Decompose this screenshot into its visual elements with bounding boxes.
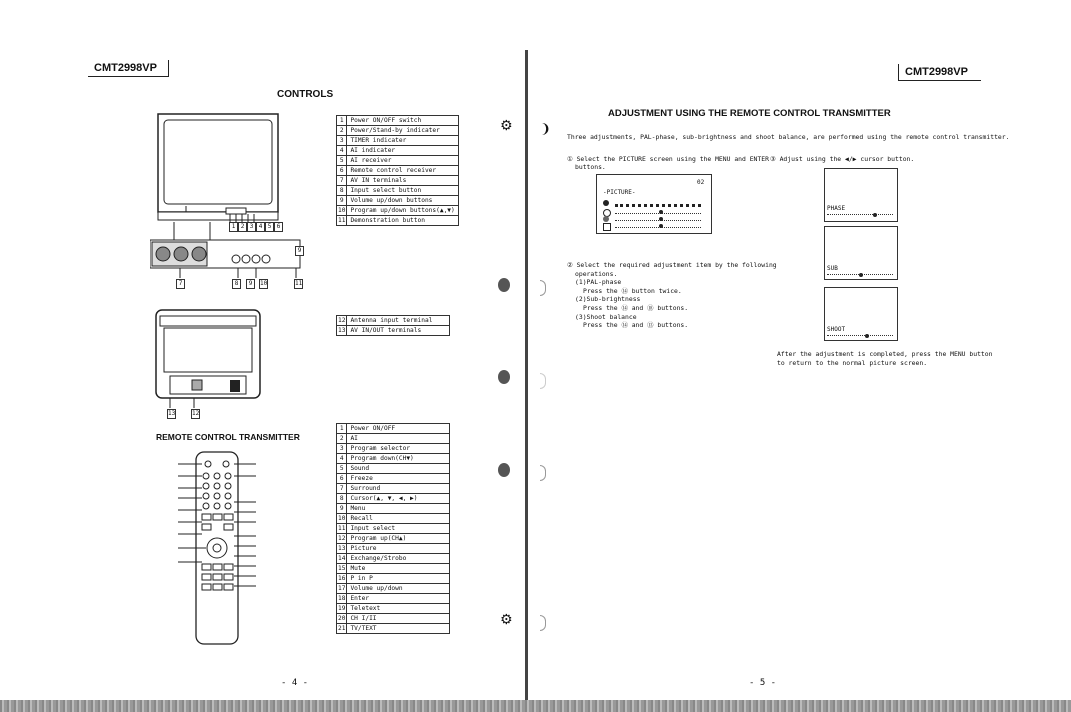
remote-label: Program down(CH▼) [347, 454, 450, 464]
controls-row [337, 146, 459, 156]
osd-icon-1 [603, 200, 609, 206]
step2-line: (1)PAL-phase [575, 278, 622, 287]
remote-label: Exchange/Strobo [347, 554, 450, 564]
punch-mark-1 [540, 280, 546, 296]
callout-side-9: 9 [295, 246, 304, 256]
remote-num: 14 [338, 555, 346, 562]
remote-num: 3 [337, 444, 347, 454]
tv-rear-illustration [150, 308, 270, 408]
remote-row [337, 574, 450, 584]
osd-phase-box [824, 168, 898, 222]
terminals-row [337, 316, 450, 326]
remote-row [337, 524, 450, 534]
remote-num: 5 [337, 464, 347, 474]
osd-bar-3 [615, 218, 701, 221]
controls-table [336, 115, 459, 226]
remote-label: Program selector [347, 444, 450, 454]
controls-row [337, 176, 459, 186]
binder-mark-1: ⚙ [500, 118, 513, 134]
remote-label: Cursor(▲, ▼, ◀, ▶) [347, 494, 450, 504]
remote-table [336, 423, 450, 634]
osd-page: 02 [697, 179, 705, 186]
controls-num: 6 [337, 166, 347, 176]
step2-line: Press the ⑭ button twice. [583, 286, 682, 295]
remote-label: Power ON/OFF [347, 424, 450, 434]
controls-row [337, 156, 459, 166]
step2-line: (3)Shoot balance [575, 312, 637, 321]
after-line-1: After the adjustment is completed, press the MENU button [777, 350, 993, 358]
remote-row [337, 514, 450, 524]
controls-row [337, 216, 459, 226]
controls-label: AV IN terminals [347, 176, 458, 186]
remote-label: Enter [347, 594, 450, 604]
remote-heading: REMOTE CONTROL TRANSMITTER [156, 432, 300, 442]
step3-text: ③ Adjust using the ◀/▶ cursor button. [770, 155, 915, 163]
remote-label: Volume up/down [347, 584, 450, 594]
remote-num: 17 [338, 585, 346, 592]
adjustment-heading: ADJUSTMENT USING THE REMOTE CONTROL TRANSMITTER [608, 108, 891, 119]
step2-line: operations. [575, 269, 618, 278]
remote-row [337, 614, 450, 624]
callout-8: 8 [232, 279, 241, 289]
remote-row [337, 584, 450, 594]
controls-label: Volume up/down buttons [347, 196, 458, 206]
controls-num: 3 [337, 136, 347, 146]
remote-row [337, 594, 450, 604]
osd-picture-menu [596, 174, 712, 234]
callout-7: 7 [176, 279, 185, 289]
remote-row [337, 604, 450, 614]
remote-label: Mute [347, 564, 450, 574]
osd-bar-2 [615, 211, 701, 214]
osd-knob-3 [659, 217, 663, 221]
controls-num: 4 [337, 146, 347, 156]
callout-4: 4 [256, 222, 265, 232]
remote-num: 15 [338, 565, 346, 572]
punch-mark-4 [540, 615, 546, 631]
remote-label: Input select [347, 524, 450, 534]
remote-label: Program up(CH▲) [347, 534, 450, 544]
controls-num: 9 [337, 196, 347, 206]
binder-hole-3 [498, 463, 510, 477]
remote-num: 21 [338, 625, 346, 632]
osd-shoot-bar [827, 333, 893, 336]
remote-label: AI [347, 434, 450, 444]
remote-num: 4 [337, 454, 347, 464]
osd-shoot-box [824, 287, 898, 341]
controls-row [337, 186, 459, 196]
remote-label: Picture [347, 544, 450, 554]
remote-row [337, 494, 450, 504]
controls-num: 7 [337, 176, 347, 186]
callout-13: 13 [168, 410, 176, 417]
remote-num: 1 [337, 424, 347, 434]
after-line-2: to return to the normal picture screen. [777, 359, 928, 367]
terminals-table [336, 315, 450, 336]
controls-label: Demonstration button [347, 216, 458, 226]
remote-row [337, 444, 450, 454]
remote-label: Recall [347, 514, 450, 524]
controls-num: 8 [337, 186, 347, 196]
remote-label: TV/TEXT [347, 624, 450, 634]
model-label-left: CMT2998VP [88, 60, 169, 77]
callout-9: 9 [246, 279, 255, 289]
remote-row [337, 534, 450, 544]
controls-num: 11 [338, 217, 346, 224]
remote-row [337, 554, 450, 564]
remote-num: 12 [338, 535, 346, 542]
terminals-label: Antenna input terminal [347, 316, 450, 326]
remote-label: Menu [347, 504, 450, 514]
model-label-right: CMT2998VP [898, 64, 981, 81]
remote-row [337, 464, 450, 474]
step2-line: Press the ⑭ and ⑬ buttons. [583, 321, 689, 330]
controls-row [337, 206, 459, 216]
intro-text: Three adjustments, PAL-phase, sub-brightness and shoot balance, are performed using the remote control transmitter. [567, 133, 1010, 141]
remote-num: 19 [338, 605, 346, 612]
remote-num: 16 [338, 575, 346, 582]
remote-row [337, 624, 450, 634]
osd-phase-label: PHASE [827, 205, 846, 212]
punch-mark-2 [540, 373, 546, 389]
remote-num: 9 [337, 504, 347, 514]
tv-front-illustration [150, 112, 310, 312]
callout-12: 12 [192, 410, 200, 417]
step1-text: ① Select the PICTURE screen using the MENU and ENTER [567, 155, 769, 163]
page-number-right: - 5 - [749, 678, 777, 688]
binder-mark-2: ⚙ [500, 612, 513, 628]
controls-label: TIMER indicater [347, 136, 458, 146]
remote-num: 11 [338, 525, 346, 532]
osd-sub-label: SUB [827, 265, 838, 272]
osd-bar-4 [615, 225, 701, 228]
terminals-num: 13 [338, 327, 346, 334]
remote-row [337, 454, 450, 464]
page-number-left: - 4 - [281, 678, 309, 688]
remote-num: 10 [338, 515, 346, 522]
osd-sub-knob [859, 273, 863, 277]
controls-label: Program up/down buttons(▲,▼) [347, 206, 458, 216]
step1-cont: buttons. [575, 163, 606, 171]
controls-row [337, 126, 459, 136]
callout-1: 1 [229, 222, 238, 232]
callout-6: 6 [274, 222, 283, 232]
controls-label: Power ON/OFF switch [347, 116, 458, 126]
remote-row [337, 424, 450, 434]
remote-row [337, 504, 450, 514]
callout-2: 2 [238, 222, 247, 232]
osd-icon-4 [603, 223, 611, 231]
osd-title: -PICTURE- [603, 189, 636, 196]
remote-row [337, 564, 450, 574]
controls-heading: CONTROLS [277, 89, 334, 100]
controls-num: 1 [337, 116, 347, 126]
remote-row [337, 484, 450, 494]
controls-label: AI receiver [347, 156, 458, 166]
osd-sub-box [824, 226, 898, 280]
controls-label: AI indicater [347, 146, 458, 156]
page-spine [525, 50, 528, 700]
binder-hole-1 [498, 278, 510, 292]
step2-line: (2)Sub-brightness [575, 295, 641, 304]
callout-5: 5 [265, 222, 274, 232]
controls-label: Input select button [347, 186, 458, 196]
controls-label: Remote control receiver [347, 166, 458, 176]
remote-num: 20 [338, 615, 346, 622]
remote-num: 8 [337, 494, 347, 504]
remote-label: P in P [347, 574, 450, 584]
callout-11: 11 [295, 280, 303, 287]
remote-label: Freeze [347, 474, 450, 484]
controls-row [337, 196, 459, 206]
remote-num: 18 [338, 595, 346, 602]
remote-illustration [174, 450, 264, 650]
remote-num: 13 [338, 545, 346, 552]
osd-phase-bar [827, 212, 893, 215]
remote-row [337, 544, 450, 554]
osd-icon-3 [603, 216, 609, 222]
punch-mark-3 [540, 465, 546, 481]
controls-num: 2 [337, 126, 347, 136]
remote-num: 7 [337, 484, 347, 494]
remote-label: Teletext [347, 604, 450, 614]
controls-row [337, 136, 459, 146]
controls-label: Power/Stand-by indicater [347, 126, 458, 136]
osd-shoot-knob [865, 334, 869, 338]
osd-shoot-label: SHOOT [827, 326, 846, 333]
osd-phase-knob [873, 213, 877, 217]
binder-hole-2 [498, 370, 510, 384]
terminals-num: 12 [338, 317, 346, 324]
osd-bar-1 [615, 202, 701, 207]
corner-mark: ❩ [540, 122, 551, 137]
controls-row [337, 166, 459, 176]
step2-line: Press the ⑭ and ⑱ buttons. [583, 304, 689, 312]
remote-row [337, 474, 450, 484]
osd-knob-4 [659, 224, 663, 228]
controls-num: 5 [337, 156, 347, 166]
terminals-row [337, 326, 450, 336]
controls-row [337, 116, 459, 126]
remote-label: Sound [347, 464, 450, 474]
callout-10: 10 [260, 280, 268, 287]
scan-edge [0, 700, 1071, 712]
controls-num: 10 [338, 207, 346, 214]
remote-label: Surround [347, 484, 450, 494]
callout-3: 3 [247, 222, 256, 232]
remote-num: 2 [337, 434, 347, 444]
remote-num: 6 [337, 474, 347, 484]
step2-line: ② Select the required adjustment item by the following [567, 261, 777, 269]
remote-row [337, 434, 450, 444]
osd-knob-2 [659, 210, 663, 214]
terminals-label: AV IN/OUT terminals [347, 326, 450, 336]
remote-label: CH I/II [347, 614, 450, 624]
